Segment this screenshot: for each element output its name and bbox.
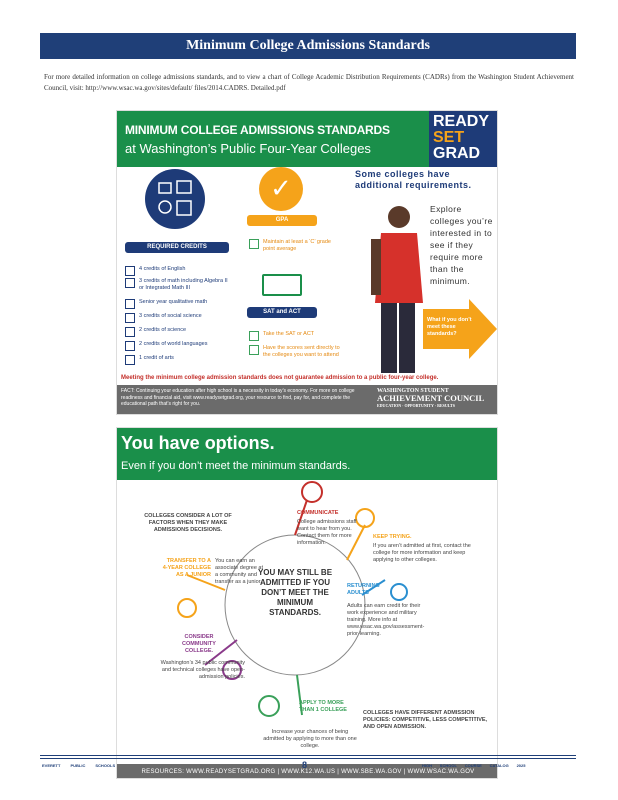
keep-trying-title: KEEP TRYING. xyxy=(373,534,412,540)
consider-factors: COLLEGES CONSIDER A LOT OF FACTORS WHEN THEY MAKE ADMISSIONS DECISIONS. xyxy=(144,513,232,533)
sat-act-label: SAT and ACT xyxy=(247,307,317,318)
additional-requirements-note: Some colleges have additional requirements. xyxy=(355,169,472,190)
poster-subtitle: at Washington’s Public Four-Year Colleges xyxy=(125,141,371,156)
footer-right: HIGH SCHOOL COURSE CATALOG 2025 xyxy=(422,763,526,768)
apply-title: APPLY TO MORE THAN 1 COLLEGE xyxy=(299,700,347,713)
communicate-title: COMMUNICATE xyxy=(297,510,339,516)
page-number: 8 xyxy=(302,760,308,770)
credit-item: 2 credits of world languages xyxy=(125,341,235,348)
transfer-title: TRANSFER TO A 4-YEAR COLLEGE AS A JUNIOR xyxy=(162,558,211,578)
gpa-label: GPA xyxy=(247,215,317,226)
gpa-item: Maintain at least a ‘C’ grade point average xyxy=(249,239,339,253)
credit-item: 1 credit of arts xyxy=(125,355,235,362)
credit-item: 3 credits of math including Algebra II or Integrated Math III xyxy=(125,278,229,292)
sat-item: Have the scores sent directly to the colleges you want to attend xyxy=(249,345,345,359)
options-title: You have options. xyxy=(121,433,275,453)
community-college-title: CONSIDER COMMUNITY COLLEGE. xyxy=(182,634,216,654)
options-banner xyxy=(117,428,498,480)
keep-trying-text: If you aren’t admitted at first, contact the college for more information and keep applying to other colleges. xyxy=(373,543,471,563)
checkmark-icon: ✓ xyxy=(259,167,303,211)
fact-text: FACT: Continuing your education after high school is a necessity in today’s economy. For more on college readiness and financial aid, visit www.readysetgrad.org, your resource to find, pay for, and complete the educational path that’s right for you. xyxy=(121,388,355,407)
options-poster xyxy=(116,427,498,779)
returning-adults-title: RETURNING ADULTS xyxy=(347,583,380,596)
warning-note: Meeting the minimum college admission standards does not guarantee admission to a public four-year college. xyxy=(121,375,439,381)
money-icon xyxy=(262,274,302,296)
explore-note: Explore colleges you’re interested in to see if they require more than the minimum. xyxy=(430,204,493,286)
footer-rule xyxy=(40,755,576,756)
page-header: Minimum College Admissions Standards xyxy=(40,33,576,59)
ready-set-grad-logo: READY SET GRAD xyxy=(429,111,498,167)
arrow-text: What if you don’t meet these standards? xyxy=(427,317,472,337)
books-icon xyxy=(145,169,205,229)
credit-item: 2 credits of science xyxy=(125,327,235,334)
credit-item: Senior year qualitative math xyxy=(125,299,235,306)
community-college-text: Washington’s 34 public community and technical colleges have open-admission policies. xyxy=(160,660,245,680)
required-credits-label: REQUIRED CREDITS xyxy=(125,242,229,253)
footer-rule xyxy=(40,758,576,759)
poster-title: MINIMUM COLLEGE ADMISSIONS STANDARDS xyxy=(125,123,390,137)
apply-text: Increase your chances of being admitted by applying to more than one college. xyxy=(263,729,357,749)
intro-paragraph: For more detailed information on college admissions standards, and to view a chart of College Academic Distribution Requirements (CADRs) from the Washington Student Achievement Council, visit: http://www.wsac.wa.gov/sites/default/ files/2014.CADRS. Detailed.pdf xyxy=(44,73,574,92)
footer-left: EVERETT PUBLIC SCHOOLS xyxy=(42,763,116,768)
center-message: YOU MAY STILL BE ADMITTED IF YOU DON’T MEET THE MINIMUM STANDARDS. xyxy=(257,568,333,617)
sat-item: Take the SAT or ACT xyxy=(249,331,349,338)
transfer-text: You can earn an associate degree at a community and transfer as a junior. xyxy=(215,558,264,585)
communicate-text: College admissions staff want to hear from you. Contact them for more information. xyxy=(297,519,357,546)
returning-adults-text: Adults can earn credit for their work experience and military training. More info at www.wsac.wa.gov/assessment-prior-learning. xyxy=(347,603,425,637)
different-policies: COLLEGES HAVE DIFFERENT ADMISSION POLICIES: COMPETITIVE, LESS COMPETITIVE, AND OPEN ADMISSION. xyxy=(363,710,488,730)
options-subtitle: Even if you don’t meet the minimum standards. xyxy=(121,460,351,472)
student-photo xyxy=(367,203,429,378)
admissions-standards-poster xyxy=(116,110,498,415)
wsac-logo: WASHINGTON STUDENT ACHIEVEMENT COUNCIL EDUCATION · OPPORTUNITY · RESULTS xyxy=(377,388,485,408)
credit-item: 4 credits of English xyxy=(125,266,225,273)
poster-title-banner xyxy=(117,111,429,167)
arrow-callout xyxy=(423,299,497,359)
resources-bar: RESOURCES: WWW.READYSETGRAD.ORG | WWW.K12.WA.US | WWW.SBE.WA.GOV | WWW.WSAC.WA.GOV xyxy=(117,764,498,779)
credit-item: 3 credits of social science xyxy=(125,313,235,320)
